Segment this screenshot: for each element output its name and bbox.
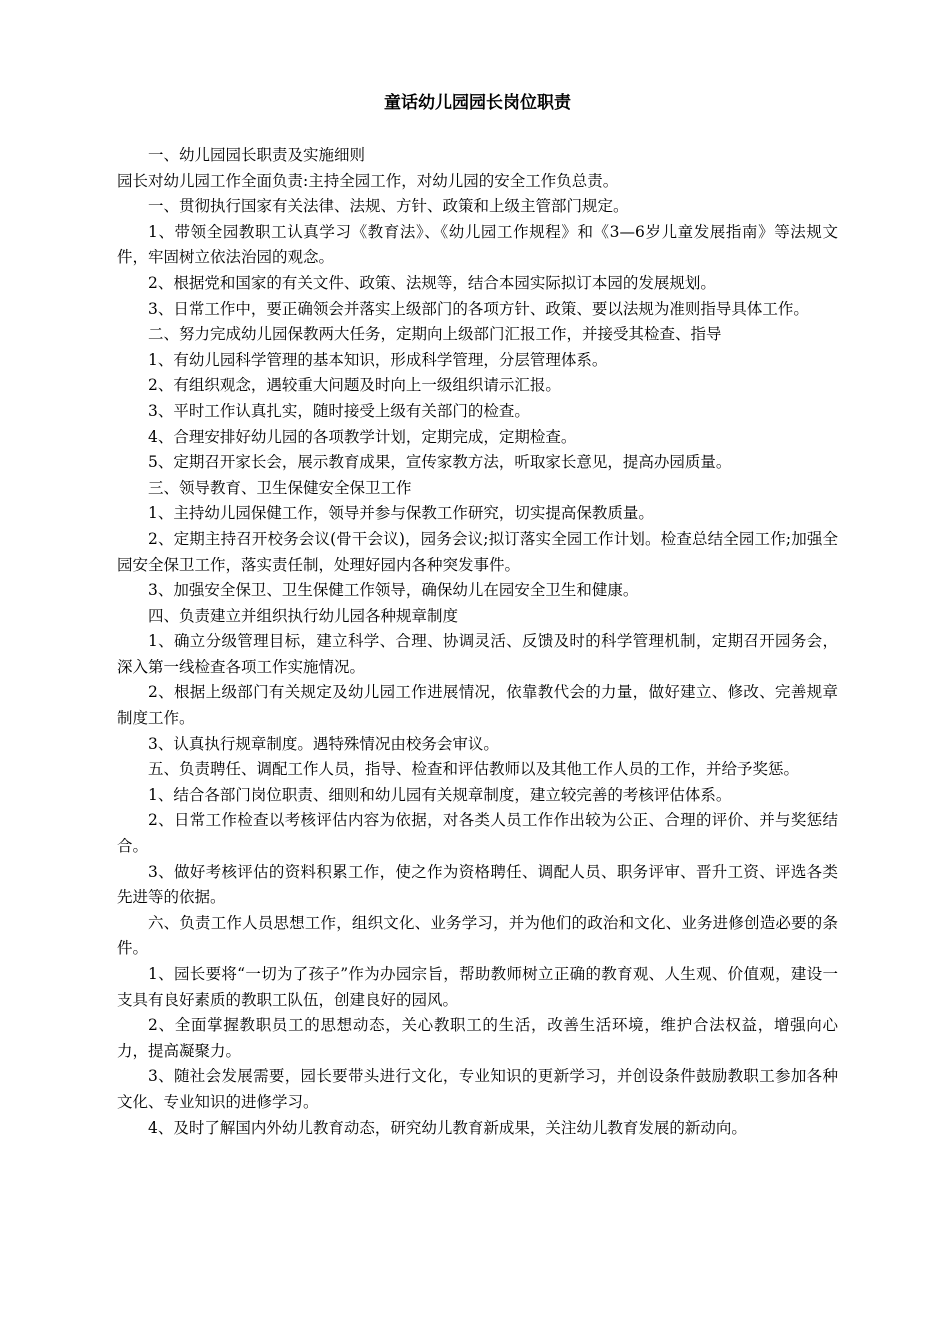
paragraph: 二、努力完成幼儿园保教两大任务，定期向上级部门汇报工作，并接受其检查、指导 xyxy=(148,325,722,344)
paragraph: 1、带领全园教职工认真学习《教育法》、《幼儿园工作规程》和《3—6岁儿童发展指南》等法规文件，牢固树立依法治园的观念。 xyxy=(117,222,838,267)
paragraph: 1、主持幼儿园保健工作，领导并参与保教工作研究，切实提高保教质量。 xyxy=(148,504,654,523)
paragraph: 4、及时了解国内外幼儿教育动态，研究幼儿教育新成果，关注幼儿教育发展的新动向。 xyxy=(148,1118,747,1137)
paragraph: 一、幼儿园园长职责及实施细则 xyxy=(148,146,366,164)
paragraph: 三、领导教育、卫生保健安全保卫工作 xyxy=(148,478,412,497)
paragraph: 六、负责工作人员思想工作，组织文化、业务学习，并为他们的政治和文化、业务进修创造必要的条件。 xyxy=(117,913,838,958)
paragraph: 一、贯彻执行国家有关法律、法规、方针、政策和上级主管部门规定。 xyxy=(148,197,629,216)
document-title: 童话幼儿园园长岗位职责 xyxy=(384,93,571,113)
paragraph: 3、平时工作认真扎实，随时接受上级有关部门的检查。 xyxy=(148,401,530,420)
paragraph: 3、加强安全保卫、卫生保健工作领导，确保幼儿在园安全卫生和健康。 xyxy=(148,581,639,600)
paragraph: 3、做好考核评估的资料积累工作，使之作为资格聘任、调配人员、职务评审、晋升工资、评选各类先进等的依据。 xyxy=(117,862,838,907)
paragraph: 1、园长要将“一切为了孩子”作为办园宗旨，帮助教师树立正确的教育观、人生观、价值观，建设一支具有良好素质的教职工队伍，创建良好的园风。 xyxy=(117,965,838,1009)
paragraph: 2、定期主持召开校务会议(骨干会议)，园务会议;拟订落实全园工作计划。检查总结全园工作;加强全园安全保卫工作，落实责任制，处理好园内各种突发事件。 xyxy=(117,529,838,574)
paragraph: 1、确立分级管理目标，建立科学、合理、协调灵活、反馈及时的科学管理机制，定期召开园务会，深入第一线检查各项工作实施情况。 xyxy=(117,632,838,676)
paragraph: 3、随社会发展需要，园长要带头进行文化，专业知识的更新学习，并创设条件鼓励教职工参加各种文化、专业知识的进修学习。 xyxy=(117,1067,838,1111)
paragraph: 1、有幼儿园科学管理的基本知识，形成科学管理，分层管理体系。 xyxy=(148,350,608,369)
paragraph: 4、合理安排好幼儿园的各项教学计划，定期完成，定期检查。 xyxy=(148,427,577,446)
paragraph: 3、日常工作中，要正确领会并落实上级部门的各项方针、政策、要以法规为准则指导具体工作。 xyxy=(148,299,809,318)
paragraph: 2、根据上级部门有关规定及幼儿园工作进展情况，依靠教代会的力量，做好建立、修改、完善规章制度工作。 xyxy=(117,683,838,728)
paragraph: 四、负责建立并组织执行幼儿园各种规章制度 xyxy=(148,606,459,625)
paragraph: 5、定期召开家长会，展示教育成果，宣传家教方法，听取家长意见，提高办园质量。 xyxy=(148,453,732,472)
paragraph: 2、全面掌握教职员工的思想动态，关心教职工的生活，改善生活环境，维护合法权益，增强向心力，提高凝聚力。 xyxy=(117,1016,838,1060)
paragraph: 3、认真执行规章制度。遇特殊情况由校务会审议。 xyxy=(148,734,499,753)
paragraph: 1、结合各部门岗位职责、细则和幼儿园有关规章制度，建立较完善的考核评估体系。 xyxy=(148,785,732,804)
paragraph: 2、根据党和国家的有关文件、政策、法规等，结合本园实际拟订本园的发展规划。 xyxy=(148,273,716,292)
paragraph: 园长对幼儿园工作全面负责:主持全园工作，对幼儿园的安全工作负总责。 xyxy=(117,171,619,190)
document-body xyxy=(117,143,838,1141)
paragraph: 2、日常工作检查以考核评估内容为依据，对各类人员工作作出较为公正、合理的评价、并与奖惩结合。 xyxy=(117,811,838,856)
paragraph: 2、有组织观念，遇较重大问题及时向上一级组织请示汇报。 xyxy=(148,376,561,395)
paragraph: 五、负责聘任、调配工作人员，指导、检查和评估教师以及其他工作人员的工作，并给予奖惩。 xyxy=(148,760,800,779)
